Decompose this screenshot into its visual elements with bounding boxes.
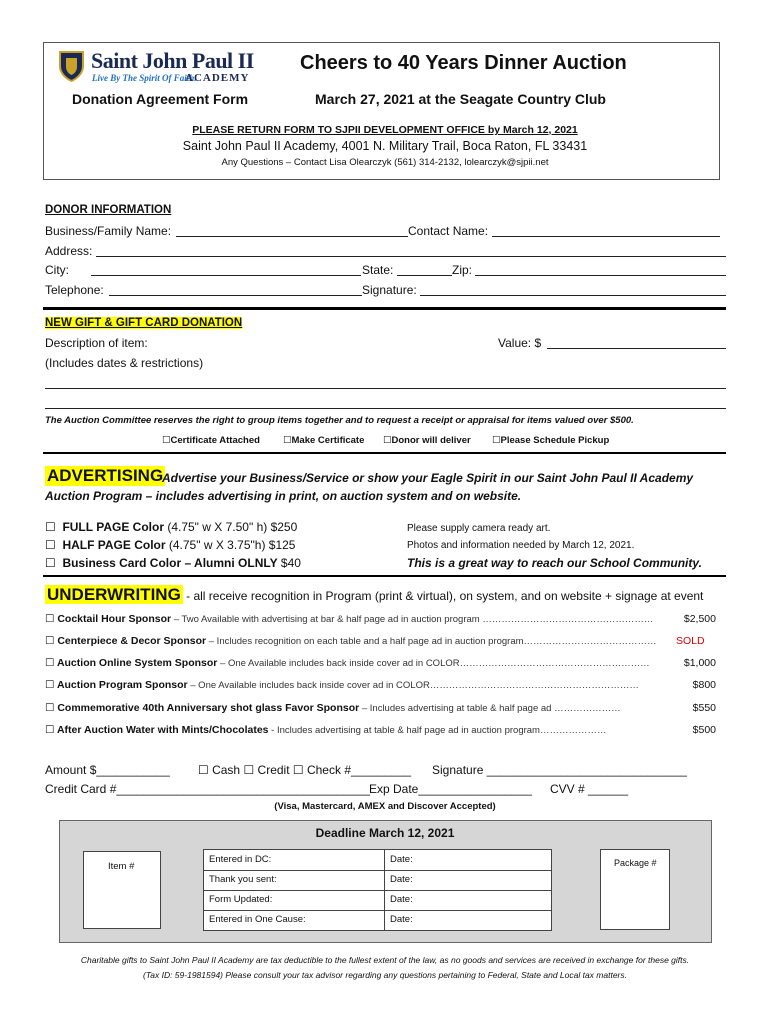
camera-ready-note: Please supply camera ready art. (407, 523, 551, 534)
tracking-label: Entered in DC: (209, 854, 272, 865)
contact-field[interactable] (492, 236, 720, 237)
payment-method-options[interactable]: ☐ Cash ☐ Credit ☐ Check #_________ (198, 763, 412, 777)
address-field[interactable] (96, 256, 726, 257)
sponsor-name: ☐ Cocktail Hour Sponsor (45, 613, 172, 625)
shield-icon (58, 50, 85, 82)
checkbox-icon: ☐ (45, 520, 56, 534)
ad-option-half-page[interactable] (45, 538, 295, 552)
school-address: Saint John Paul II Academy, 4001 N. Military Trail, Boca Raton, FL 33431 (182, 139, 588, 153)
checkbox-icon: ☐ (45, 538, 56, 552)
page-title: Cheers to 40 Years Dinner Auction (300, 52, 627, 74)
ad-option-name: HALF PAGE Color (62, 538, 166, 552)
value-label: Value: $ (498, 336, 542, 350)
tracking-label: Thank you sent: (209, 874, 277, 885)
sponsor-water-mints[interactable] (45, 724, 606, 736)
item-number-label: Item # (108, 861, 135, 872)
cards-accepted-note: (Visa, Mastercard, AMEX and Discover Accepted) (274, 801, 496, 812)
sponsor-price: $1,000 (683, 657, 716, 669)
state-field[interactable] (397, 275, 452, 276)
tracking-date-field[interactable]: Date: (390, 854, 413, 865)
section-divider (43, 307, 726, 310)
payment-signature-field[interactable]: Signature ______________________________ (432, 763, 687, 777)
logo-name: Saint John Paul II (91, 48, 254, 73)
schedule-pickup-checkbox[interactable]: ☐Please Schedule Pickup (492, 435, 610, 446)
address-label: Address: (45, 244, 93, 258)
tax-id-note: (Tax ID: 59-1981594) Please consult your tax advisor regarding any questions pertaining to Federal, State and Local tax matters. (143, 970, 627, 980)
value-field[interactable] (547, 348, 726, 349)
committee-note: The Auction Committee reserves the right to group items together and to request a receipt or appraisal for items valued over $500. (45, 415, 634, 426)
form-name: Donation Agreement Form (72, 91, 249, 107)
section-divider (43, 452, 726, 454)
ad-option-detail: (4.75" w X 3.75"h) $125 (165, 538, 296, 552)
make-certificate-checkbox[interactable]: ☐Make Certificate (283, 435, 365, 446)
sponsor-desc: – Includes recognition on each table and a half page ad in auction program…………………………………… (206, 636, 657, 647)
sponsor-name: ☐ After Auction Water with Mints/Chocolates (45, 724, 269, 736)
state-label: State: (362, 263, 394, 277)
tracking-date-field[interactable]: Date: (390, 874, 413, 885)
donor-heading: DONOR INFORMATION (45, 204, 172, 216)
sponsor-desc: – One Available includes back inside cover ad in COLOR………………………………………………………… (187, 680, 639, 691)
sponsor-price: $550 (692, 702, 716, 714)
sponsor-name: ☐ Commemorative 40th Anniversary shot glass Favor Sponsor (45, 702, 360, 714)
amount-field[interactable]: Amount $___________ (45, 763, 170, 777)
tracking-label: Entered in One Cause: (209, 914, 306, 925)
contact-label: Contact Name: (408, 224, 489, 238)
underwriting-heading: UNDERWRITING (47, 585, 181, 604)
checkbox-icon: ☐ (45, 556, 56, 570)
package-number-label: Package # (614, 858, 657, 868)
return-note: PLEASE RETURN FORM TO SJPII DEVELOPMENT OFFICE by March 12, 2021 (192, 124, 578, 136)
ad-option-detail: (4.75" w X 7.50" h) $250 (164, 520, 298, 534)
sponsor-name: ☐ Centerpiece & Decor Sponsor (45, 635, 207, 647)
tracking-date-field[interactable]: Date: (390, 914, 413, 925)
sponsor-price: $2,500 (683, 613, 716, 625)
advertising-heading: ADVERTISING (47, 466, 164, 485)
sponsor-online-system[interactable] (45, 657, 650, 669)
section-divider (43, 575, 726, 577)
zip-field[interactable] (475, 275, 726, 276)
logo-tagline: Live By The Spirit Of Faith. (92, 73, 197, 83)
exp-date-field[interactable]: Exp Date_________________ (369, 782, 532, 796)
description-label: Description of item: (45, 336, 148, 350)
ad-option-full-page[interactable] (45, 520, 297, 534)
sponsor-program[interactable] (45, 679, 639, 691)
underwriting-header (45, 585, 703, 605)
sponsor-desc: – Two Available with advertising at bar & half page ad in auction program ……………………………………………… (171, 614, 654, 625)
event-date: March 27, 2021 at the Seagate Country Club (315, 91, 606, 107)
package-number-box[interactable] (600, 849, 670, 930)
deadline-label: Deadline March 12, 2021 (315, 826, 455, 840)
sponsor-desc: - Includes advertising at table & half page ad in auction program………………… (268, 725, 607, 736)
sponsor-price: $800 (692, 679, 716, 691)
cvv-field[interactable]: CVV # ______ (550, 782, 629, 796)
community-note: This is a great way to reach our School Community. (407, 556, 702, 570)
underwriting-intro: - all receive recognition in Program (print & virtual), on system, and on website + signage at event (182, 589, 704, 603)
business-label: Business/Family Name: (45, 224, 172, 238)
includes-note: (Includes dates & restrictions) (45, 356, 204, 370)
ad-option-business-card[interactable] (45, 556, 301, 570)
signature-label: Signature: (362, 283, 417, 297)
ad-option-name: FULL PAGE Color (62, 520, 164, 534)
business-field[interactable] (176, 236, 408, 237)
advertising-text-1: Advertise your Business/Service or show your Eagle Spirit in our Saint John Paul II Academy (162, 471, 694, 485)
city-label: City: (45, 263, 69, 277)
sponsor-sold-badge: SOLD (676, 635, 705, 647)
photos-note: Photos and information needed by March 12, 2021. (407, 540, 635, 551)
city-field[interactable] (91, 275, 361, 276)
tracking-date-field[interactable]: Date: (390, 894, 413, 905)
sponsor-desc: – One Available includes back inside cover ad in COLOR…………………………………………………… (217, 658, 650, 669)
item-number-box[interactable] (83, 851, 161, 929)
telephone-label: Telephone: (45, 283, 104, 297)
sponsor-centerpiece[interactable] (45, 635, 657, 647)
description-line-2[interactable] (45, 408, 726, 409)
certificate-attached-checkbox[interactable]: ☐Certificate Attached (162, 435, 260, 446)
telephone-field[interactable] (109, 295, 362, 296)
ad-option-detail: $40 (277, 556, 301, 570)
zip-label: Zip: (452, 263, 473, 277)
sponsor-name: ☐ Auction Program Sponsor (45, 679, 188, 691)
sponsor-shot-glass[interactable] (45, 702, 621, 714)
signature-field[interactable] (420, 295, 726, 296)
advertising-text-2: Auction Program – includes advertising in print, on auction system and on website. (45, 489, 522, 503)
gift-heading: NEW GIFT & GIFT CARD DONATION (45, 317, 243, 329)
questions-contact: Any Questions – Contact Lisa Olearczyk (561) 314-2132, lolearczyk@sjpii.net (221, 157, 549, 168)
ad-option-name: Business Card Color – Alumni OLNLY (62, 556, 278, 570)
sponsor-price: $500 (692, 724, 716, 736)
sponsor-name: ☐ Auction Online System Sponsor (45, 657, 218, 669)
tracking-label: Form Updated: (209, 894, 273, 905)
office-tracking-table (203, 849, 552, 931)
logo-academy: ACADEMY (185, 72, 250, 84)
sponsor-cocktail-hour[interactable] (45, 613, 653, 625)
sponsor-desc: – Includes advertising at table & half page ad ………………… (359, 703, 621, 714)
credit-card-field[interactable]: Credit Card #______________________________________ (45, 782, 370, 796)
donor-deliver-checkbox[interactable]: ☐Donor will deliver (383, 435, 471, 446)
description-line-1[interactable] (45, 388, 726, 389)
tax-deductible-note: Charitable gifts to Saint John Paul II Academy are tax deductible to the fullest extent of the law, as no goods and services are received in exchange for these gifts. (80, 955, 690, 965)
